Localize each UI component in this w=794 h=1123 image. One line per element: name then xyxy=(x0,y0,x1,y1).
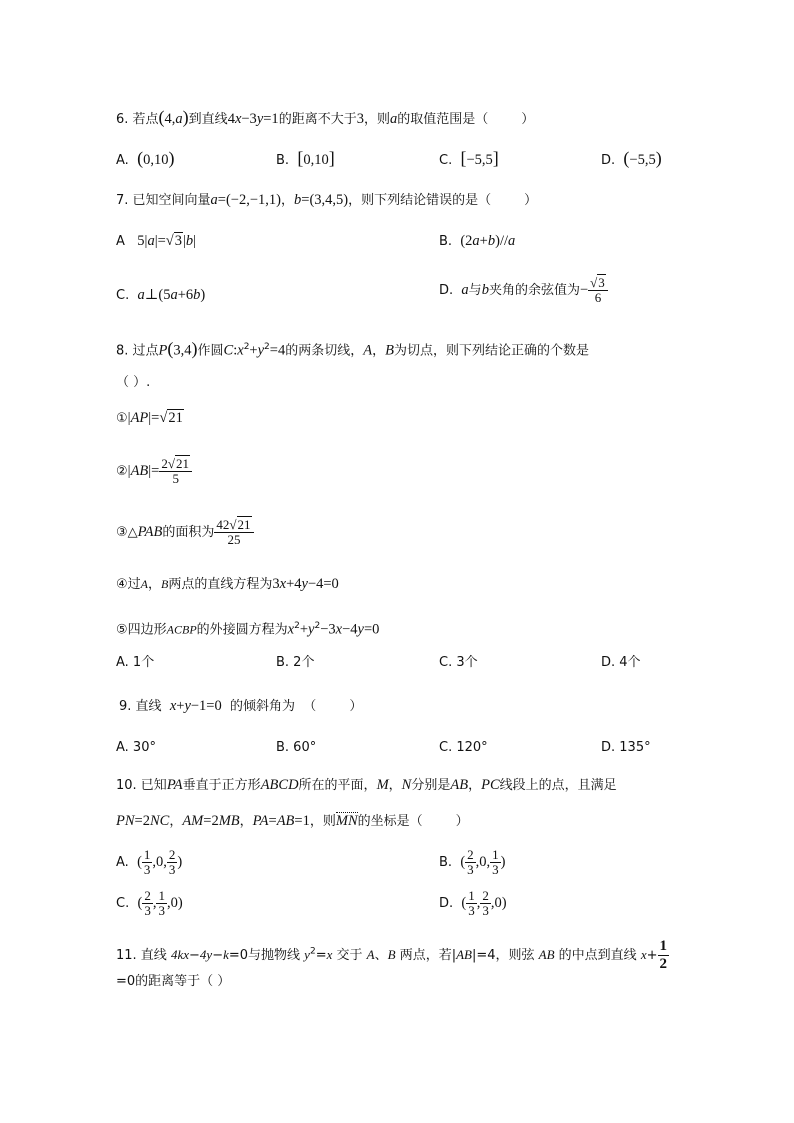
q6-stem: 6. 若点(4,a)到直线4x−3y=1的距离不大于3，则a的取值范围是（ ） xyxy=(116,107,535,127)
q10-option-b: B. ( $\frac{2}{3}$ ,0, $\frac{1}{3}$ ) xyxy=(439,847,506,877)
q9-option-d: D. 135° xyxy=(601,740,651,755)
q8-stem-blank: （ ）. xyxy=(116,375,151,390)
q8-statement-5: ⑤四边形ACBP的外接圆方程为$x^2+y^2-3x-4y=0$ xyxy=(116,621,380,638)
q6-option-b: B. [0,10] xyxy=(276,148,335,168)
q7-option-d: D. a与b夹角的余弦值为− $\frac{√3}{6}$ xyxy=(439,276,608,305)
q11-stem-line2: =0的距离等于（ ） xyxy=(116,974,231,989)
q8-option-b: B. 2个 xyxy=(276,655,315,670)
q8-option-a: A. 1个 xyxy=(116,655,155,670)
q9-stem: 9. 直线 x+y−1=0 的倾斜角为 （ ） xyxy=(119,698,363,714)
q7-stem: 7. 已知空间向量a=(−2,−1,1)，b=(3,4,5)，则下列结论错误的是（ ） xyxy=(116,192,538,208)
q10-option-a: A. ( $\frac{1}{3}$ ,0, $\frac{2}{3}$ ) xyxy=(116,847,183,877)
q9-option-a: A. 30° xyxy=(116,740,156,755)
q8-statement-4: ④过A，B两点的直线方程为3x+4y−4=0 xyxy=(116,576,339,592)
q8-statement-2: ②|AB|= $\frac{2√21}{5}$ xyxy=(116,457,192,486)
q11-stem: 11. 直线 4kx−4y−k=0与抛物线 $y^2=x$ 交于 A、B 两点，若|AB|=4，则弦 AB 的中点到直线 x+ $\frac{1}{2}$ xyxy=(116,938,667,972)
q7-option-b: B. (2a+b)//a xyxy=(439,233,516,249)
q10-option-d: D. ( $\frac{1}{3}$ , $\frac{2}{3}$ ,0) xyxy=(439,888,507,918)
q8-statement-3: ③△PAB的面积为 $\frac{42√21}{25}$ xyxy=(116,518,254,547)
q7-option-a: A 5|a|=√3|b| xyxy=(116,233,197,249)
q8-option-c: C. 3个 xyxy=(439,655,478,670)
q10-stem: 10. 已知PA垂直于正方形ABCD所在的平面，M，N分别是AB，PC线段上的点，且满足 xyxy=(116,777,617,793)
q9-option-b: B. 60° xyxy=(276,740,317,755)
q10-option-c: C. ( $\frac{2}{3}$ , $\frac{1}{3}$ ,0) xyxy=(116,888,183,918)
q8-statement-1: ①|AP|=√21 xyxy=(116,410,183,426)
q6-option-d: D. (−5,5) xyxy=(601,148,662,168)
q6-option-c: C. [−5,5] xyxy=(439,148,499,168)
q9-option-c: C. 120° xyxy=(439,740,488,755)
q10-stem-line2: PN=2NC，AM=2MB，PA=AB=1，则MN的坐标是（ ） xyxy=(116,813,469,829)
q8-stem: 8. 过点P(3,4)作圆$C:x^2+y^2=4$的两条切线，A，B为切点，则下列结论正确的个数是 xyxy=(116,338,589,359)
q7-option-c: C. a⊥(5a+6b) xyxy=(116,287,206,303)
q6-option-a: A. (0,10) xyxy=(116,148,175,168)
q8-option-d: D. 4个 xyxy=(601,655,641,670)
